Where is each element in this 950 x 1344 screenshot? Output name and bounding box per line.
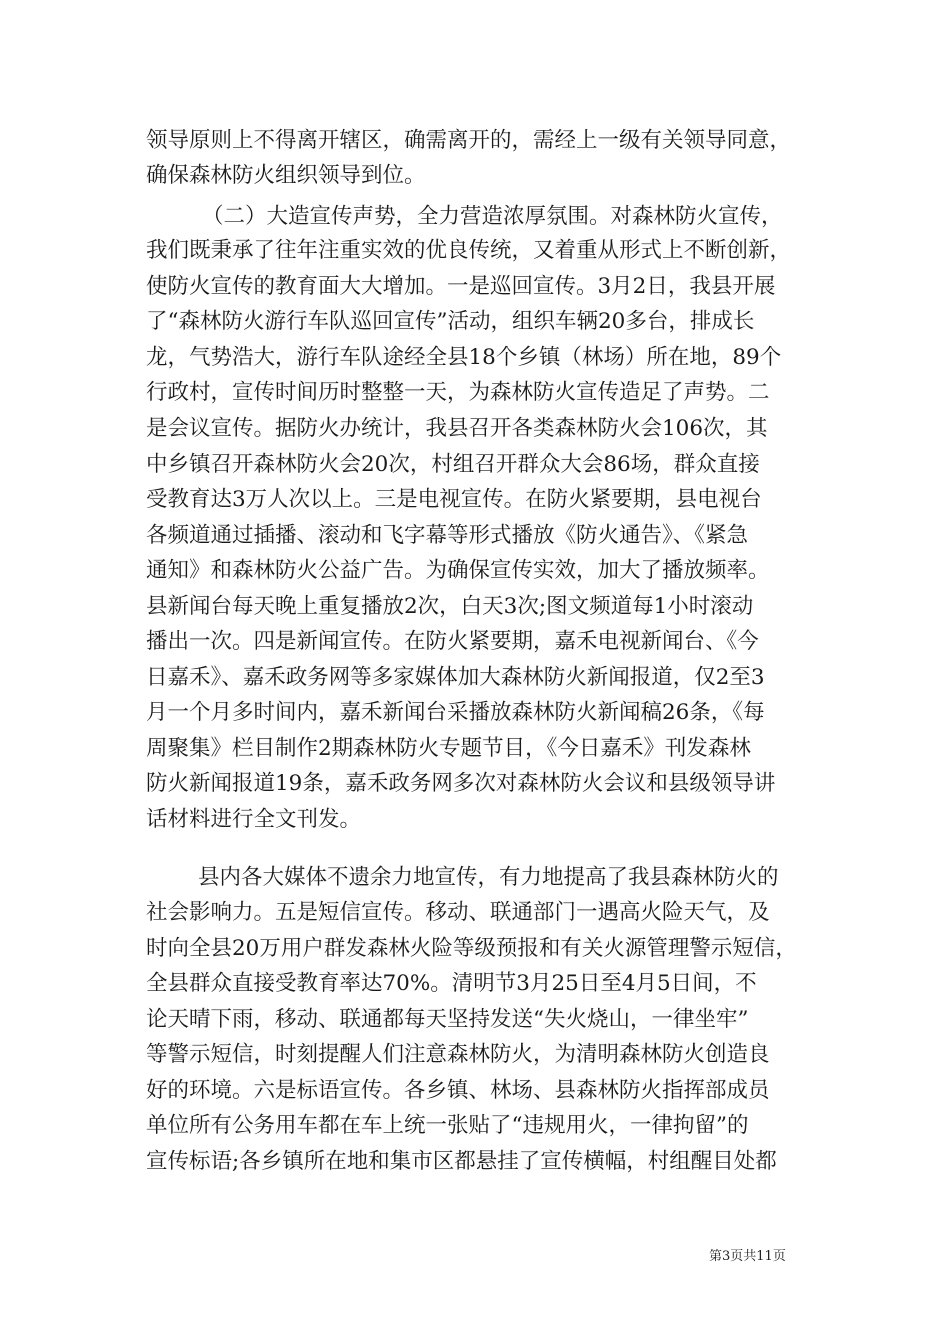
text-line: 各频道通过插播、滚动和飞字幕等形式播放《防火通告》、《紧急 [146,523,749,548]
text-line: 好的环境。六是标语宣传。各乡镇、林场、县森林防火指挥部成员 [146,1078,770,1103]
page-number-footer: 第3页共11页 [709,1249,786,1264]
paragraph-start-line: 县内各大媒体不遗余力地宣传，有力地提高了我县森林防火的 [198,865,779,890]
text-line: 等警示短信，时刻提醒人们注意森林防火，为清明森林防火创造良 [146,1042,770,1067]
text-line: 宣传标语;各乡镇所在地和集市区都悬挂了宣传横幅，村组醒目处都 [146,1149,777,1174]
text-line: 日嘉禾》、嘉禾政务网等多家媒体加大森林防火新闻报道，仅2至3 [146,665,765,690]
paragraph-start-line: （二）大造宣传声势，全力营造浓厚氛围。对森林防火宣传， [202,204,783,229]
text-line: 我们既秉承了往年注重实效的优良传统，又着重从形式上不断创新， [146,238,792,263]
text-line: 防火新闻报道19条，嘉禾政务网多次对森林防火会议和县级领导讲 [146,771,776,796]
text-line: 时向全县20万用户群发森林火险等级预报和有关火源管理警示短信， [146,936,797,961]
text-line: 通知》和森林防火公益广告。为确保宣传实效，加大了播放频率。 [146,558,770,583]
text-line: 受教育达3万人次以上。三是电视宣传。在防火紧要期，县电视台 [146,487,762,512]
text-line: 县新闻台每天晚上重复播放2次，白天3次;图文频道每1小时滚动 [146,594,754,619]
text-line: 单位所有公务用车都在车上统一张贴了“违规用火，一律拘留”的 [146,1113,749,1138]
text-line: 月一个月多时间内，嘉禾新闻台采播放森林防火新闻稿26条，《每 [146,700,765,725]
text-line: 使防火宣传的教育面大大增加。一是巡回宣传。3月2日，我县开展 [146,274,776,299]
text-line: 了“森林防火游行车队巡回宣传”活动，组织车辆20多台，排成长 [146,309,755,334]
text-line: 中乡镇召开森林防火会20次，村组召开群众大会86场，群众直接 [146,452,760,477]
text-line: 领导原则上不得离开辖区，确需离开的，需经上一级有关领导同意， [146,128,792,153]
text-line: 全县群众直接受教育率达70%。清明节3月25日至4月5日间，不 [146,971,757,996]
text-line: 播出一次。四是新闻宣传。在防火紧要期，嘉禾电视新闻台、《今 [146,629,759,654]
text-line: 是会议宣传。据防火办统计，我县召开各类森林防火会106次，其 [146,416,768,441]
text-line: 周聚集》栏目制作2期森林防火专题节目，《今日嘉禾》刊发森林 [146,736,751,761]
text-line: 行政村，宣传时间历时整整一天，为森林防火宣传造足了声势。二 [146,380,770,405]
text-line: 话材料进行全文刊发。 [146,807,362,832]
text-line: 确保森林防火组织领导到位。 [146,163,426,188]
text-line: 社会影响力。五是短信宣传。移动、联通部门一遇高火险天气，及 [146,900,770,925]
text-line: 龙，气势浩大，游行车队途经全县18个乡镇（林场）所在地，89个 [146,345,782,370]
text-line: 论天晴下雨，移动、联通都每天坚持发送“失火烧山，一律坐牢” [146,1007,749,1032]
